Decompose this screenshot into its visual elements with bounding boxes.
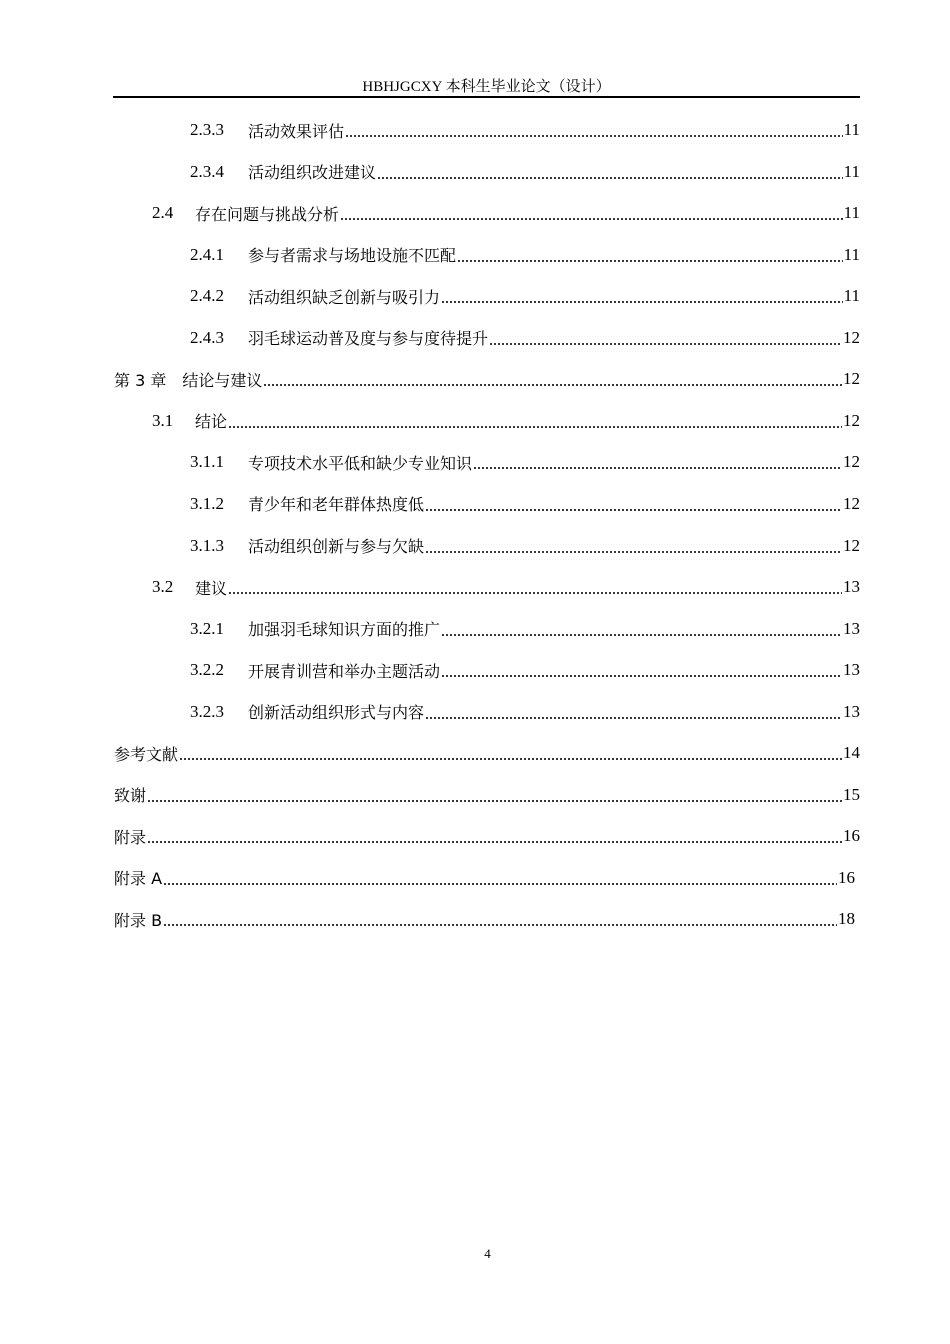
toc-entry[interactable] <box>114 857 855 899</box>
toc-entry-title: 附录 A <box>114 869 163 889</box>
toc-entry-page: 13 <box>843 618 860 638</box>
toc-entry-page: 14 <box>843 743 860 763</box>
toc-entry[interactable] <box>190 317 860 359</box>
toc-entry[interactable] <box>190 151 860 193</box>
toc-entry[interactable] <box>114 774 860 816</box>
toc-entry[interactable] <box>190 441 860 483</box>
toc-entry-page: 11 <box>843 244 860 264</box>
leader-dots <box>228 579 842 595</box>
toc-entry-title: 羽毛球运动普及度与参与度待提升 <box>248 329 489 349</box>
toc-entry-page: 16 <box>838 867 855 887</box>
leader-dots <box>163 870 837 886</box>
toc-entry-page: 12 <box>843 369 860 389</box>
leader-dots <box>457 247 843 263</box>
toc-entry[interactable] <box>190 109 860 151</box>
toc-entry-title: 开展青训营和举办主题活动 <box>248 661 441 681</box>
toc-entry[interactable] <box>190 649 860 691</box>
toc-entry[interactable] <box>114 898 855 940</box>
toc-entry[interactable] <box>114 732 860 774</box>
toc-entry-number: 3.1.3 <box>190 535 224 555</box>
toc-entry-title: 加强羽毛球知识方面的推广 <box>248 620 441 640</box>
toc-entry-title: 专项技术水平低和缺少专业知识 <box>248 453 473 473</box>
header-rule <box>113 96 860 98</box>
toc-entry[interactable] <box>190 275 860 317</box>
toc-entry-page: 12 <box>843 535 860 555</box>
toc-entry-title: 创新活动组织形式与内容 <box>248 703 425 723</box>
leader-dots <box>441 662 842 678</box>
toc-entry-number: 3.1.2 <box>190 493 224 513</box>
toc-entry-title: 活动组织缺乏创新与吸引力 <box>248 287 441 307</box>
toc-entry-page: 13 <box>843 701 860 721</box>
leader-dots <box>425 496 842 512</box>
toc-entry-page: 11 <box>843 286 860 306</box>
toc-entry-number: 2.4.3 <box>190 327 224 347</box>
toc-entry-number: 3.1.1 <box>190 452 224 472</box>
leader-dots <box>489 330 842 346</box>
toc-entry-page: 12 <box>843 493 860 513</box>
toc-entry-number: 2.4.1 <box>190 244 224 264</box>
leader-dots <box>441 621 842 637</box>
toc-entry[interactable] <box>152 192 860 234</box>
toc-entry[interactable] <box>190 234 860 276</box>
toc-entry-title: 参考文献 <box>114 744 179 764</box>
leader-dots <box>163 911 837 927</box>
leader-dots <box>377 164 843 180</box>
toc-entry-number: 3.2 <box>152 577 174 597</box>
toc-entry-title: 结论 <box>195 412 228 432</box>
leader-dots <box>345 122 843 138</box>
toc-entry-page: 12 <box>843 452 860 472</box>
toc-entry-page: 11 <box>843 161 860 181</box>
toc-entry-title: 附录 B <box>114 910 163 930</box>
toc-entry[interactable] <box>152 566 860 608</box>
toc-entry-page: 12 <box>843 327 860 347</box>
leader-dots <box>340 205 843 221</box>
toc-entry-title: 活动效果评估 <box>248 121 345 141</box>
leader-dots <box>147 828 842 844</box>
leader-dots <box>425 538 842 554</box>
leader-dots <box>441 288 843 304</box>
toc-entry-title: 活动组织改进建议 <box>248 163 377 183</box>
leader-dots <box>179 745 842 761</box>
toc-entry-page: 13 <box>843 660 860 680</box>
toc-entry-number: 3.2.3 <box>190 701 224 721</box>
toc-entry-page: 12 <box>843 410 860 430</box>
leader-dots <box>263 371 842 387</box>
toc-entry-page: 18 <box>838 909 855 929</box>
toc-entry-number: 3.1 <box>152 410 174 430</box>
toc-entry-title: 活动组织创新与参与欠缺 <box>248 537 425 556</box>
toc-entry[interactable] <box>190 525 860 567</box>
toc-entry-page: 11 <box>843 203 860 223</box>
toc-entry[interactable] <box>114 358 860 400</box>
toc-entry-number: 2.4 <box>152 203 174 223</box>
leader-dots <box>147 787 842 803</box>
leader-dots <box>473 454 842 470</box>
toc-entry-page: 11 <box>843 120 860 139</box>
toc-entry-page: 13 <box>843 577 860 597</box>
toc-entry-number: 3.2.1 <box>190 618 224 638</box>
toc-entry[interactable] <box>190 483 860 525</box>
toc-entry-title: 建议 <box>195 578 228 598</box>
toc-entry[interactable] <box>152 400 860 442</box>
toc-entry-title: 结论与建议 <box>182 370 263 390</box>
toc-entry-title: 致谢 <box>114 786 147 806</box>
toc-entry-title: 青少年和老年群体热度低 <box>248 495 425 515</box>
toc-entry-number: 第 3 章 <box>114 370 167 390</box>
toc-entry[interactable] <box>190 691 860 733</box>
toc-entry-title: 参与者需求与场地设施不匹配 <box>248 246 457 266</box>
toc-entry-title: 存在问题与挑战分析 <box>195 204 340 224</box>
toc-entry-number: 2.3.4 <box>190 161 224 181</box>
toc-entry-title: 附录 <box>114 827 147 847</box>
page-header-title: HBHJGCXY 本科生毕业论文（设计） <box>362 79 611 95</box>
toc-entry-page: 16 <box>843 826 860 846</box>
toc-entry-number: 2.3.3 <box>190 120 224 139</box>
toc-entry-number: 3.2.2 <box>190 660 224 680</box>
toc-entry[interactable] <box>114 815 860 857</box>
leader-dots <box>228 413 842 429</box>
toc-entry-page: 15 <box>843 784 860 804</box>
toc-entry-number: 2.4.2 <box>190 286 224 306</box>
toc-entry[interactable] <box>190 608 860 650</box>
leader-dots <box>425 704 842 720</box>
page-number: 4 <box>484 1246 491 1261</box>
